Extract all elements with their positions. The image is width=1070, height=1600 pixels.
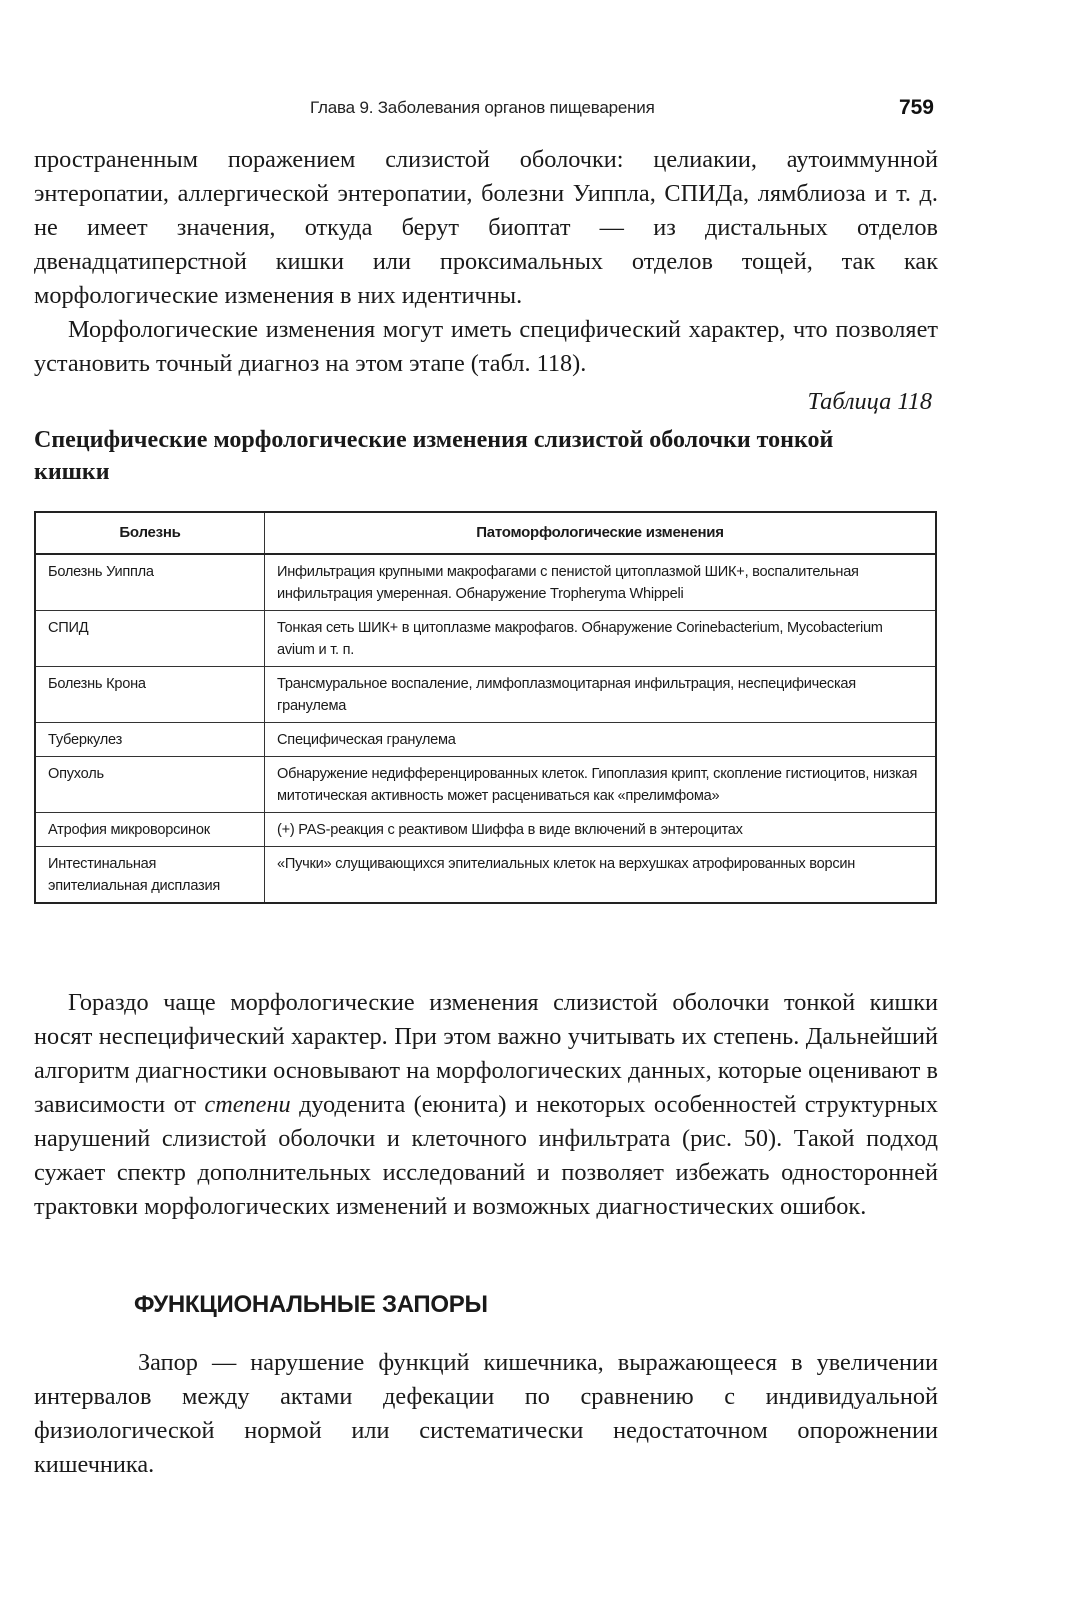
table-cell-disease: Опухоль	[35, 757, 265, 813]
table-cell-changes: Трансмуральное воспаление, лимфоплазмоцитарная инфильтрация, неспецифическая гранулема	[265, 667, 937, 723]
paragraph-definition: Запор — нарушение функций кишечника, выражающееся в увеличении интервалов между актами дефекации по сравнению с индивидуальной физиологической нормой или систематически недостаточном опорожнении кишечника.	[34, 1349, 938, 1478]
table-cell-changes: Специфическая гранулема	[265, 723, 937, 757]
paragraph-text: дуоденита (еюнита) и некоторых особенностей структурных нарушений слизистой оболочки и клеточного инфильтрата (рис. 50). Такой подход сужает спектр дополнительных исследований и позволяет избежать односторонней трактовки морфологических изменений и возможных диагностических ошибок.	[34, 1091, 938, 1220]
emphasized-term: степени	[204, 1091, 291, 1118]
table-row	[35, 611, 936, 667]
section-heading: ФУНКЦИОНАЛЬНЫЕ ЗАПОРЫ	[134, 1291, 488, 1318]
table-cell-changes: «Пучки» слущивающихся эпителиальных клеток на верхушках атрофированных ворсин	[265, 847, 937, 904]
book-page	[34, 0, 938, 1600]
morphology-table	[34, 511, 937, 904]
paragraph-nonspecific-changes	[34, 986, 938, 1224]
table-cell-changes: Инфильтрация крупными макрофагами с пенистой цитоплазмой ШИК+, воспалительная инфильтрация умеренная. Обнаружение Tropheryma Whippeli	[265, 554, 937, 611]
paragraph-table-reference: Морфологические изменения могут иметь специфический характер, что позволяет установить точный диагноз на этом этапе (табл. 118).	[34, 316, 938, 377]
table-cell-disease: СПИД	[35, 611, 265, 667]
table-row	[35, 847, 936, 904]
table-header-row	[35, 512, 936, 554]
table-row	[35, 723, 936, 757]
table-row	[35, 667, 936, 723]
table-cell-disease: Болезнь Крона	[35, 667, 265, 723]
column-header-disease: Болезнь	[35, 512, 265, 554]
column-header-changes: Патоморфологические изменения	[265, 512, 937, 554]
running-head	[34, 96, 938, 126]
table-title: Специфические морфологические изменения слизистой оболочки тонкой кишки	[34, 427, 834, 485]
table-cell-changes: Обнаружение недифференцированных клеток. Гипоплазия крипт, скопление гистиоцитов, низкая митотическая активность может расцениваться как «прелимфома»	[265, 757, 937, 813]
paragraph-continuation: пространенным поражением слизистой оболочки: целиакии, аутоиммунной энтеропатии, аллергической энтеропатии, болезни Уиппла, СПИДа, лямблиоза и т. д. не имеет значения, откуда берут биоптат — из дистальных отделов двенадцатиперстной кишки или проксимальных отделов тощей, так как морфологические изменения в них идентичны.	[34, 146, 938, 309]
table-cell-disease: Туберкулез	[35, 723, 265, 757]
table-cell-changes: Тонкая сеть ШИК+ в цитоплазме макрофагов. Обнаружение Corinebacterium, Mycobacterium avium и т. п.	[265, 611, 937, 667]
table-row	[35, 554, 936, 611]
table-label: Таблица 118	[807, 388, 932, 415]
table-cell-disease: Болезнь Уиппла	[35, 554, 265, 611]
running-title: Глава 9. Заболевания органов пищеварения	[310, 98, 655, 117]
table-row	[35, 813, 936, 847]
page-number: 759	[898, 96, 934, 119]
table-cell-disease: Интестинальная эпителиальная дисплазия	[35, 847, 265, 904]
table-row	[35, 757, 936, 813]
table-cell-changes: (+) PAS-реакция с реактивом Шиффа в виде включений в энтероцитах	[265, 813, 937, 847]
paragraph-text: Гораздо чаще морфологические изменения слизистой оболочки тонкой кишки носят неспецифический характер. При этом важно учитывать их степень. Дальнейший алгоритм диагностики основывают на морфологических данных, которые оценивают в зависимости от	[34, 989, 938, 1118]
table-cell-disease: Атрофия микроворсинок	[35, 813, 265, 847]
